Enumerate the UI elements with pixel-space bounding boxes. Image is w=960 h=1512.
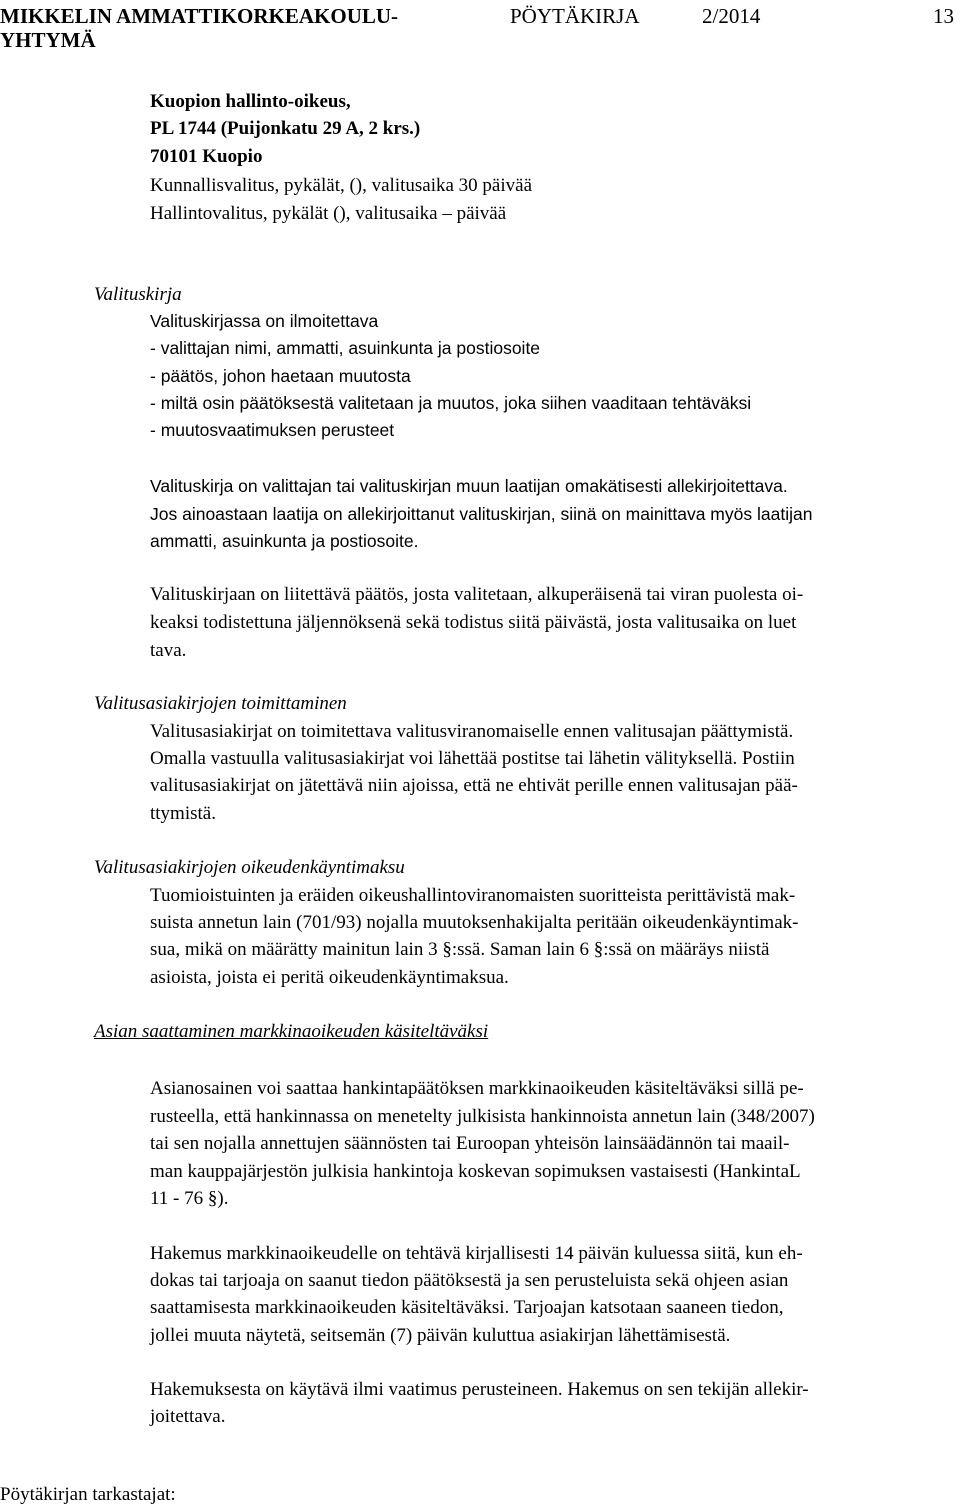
paragraph-line: saattamisesta markkinaoikeuden käsiteltäväksi. Tarjoajan katsotaan saaneen tiedon,: [150, 1297, 784, 1318]
list-item: Valituskirjassa on ilmoitettava: [150, 311, 379, 331]
paragraph-line: valitusasiakirjat on jätettävä niin ajoissa, että ne ehtivät perille ennen valitusajan pää-: [150, 775, 798, 796]
address-line: Kuopion hallinto-oikeus,: [150, 91, 351, 112]
paragraph-line: Valituskirja on valittajan tai valituskirjan muun laatijan omakätisesti allekirjoitettava.: [150, 476, 788, 496]
paragraph-line: Valituskirjaan on liitettävä päätös, josta valitetaan, alkuperäisenä tai viran puolesta oi-: [150, 584, 804, 605]
paragraph-line: sua, mikä on määrätty mainitun lain 3 §:ssä. Saman lain 6 §:ssä on määräys niistä: [150, 939, 770, 960]
paragraph-line: jollei muuta näytetä, seitsemän (7) päivän kuluttua asiakirjan lähettämisestä.: [150, 1325, 731, 1346]
paragraph-line: asioista, joista ei peritä oikeudenkäyntimaksua.: [150, 967, 509, 988]
section-heading: Valituskirja: [94, 284, 182, 305]
paragraph-line: Valitusasiakirjat on toimitettava valitusviranomaiselle ennen valitusajan päättymistä.: [150, 721, 794, 742]
paragraph-line: suista annetun lain (701/93) nojalla muutoksenhakijalta peritään oikeudenkäyntimak-: [150, 912, 799, 933]
footer-reviewers-label: Pöytäkirjan tarkastajat:: [0, 1484, 176, 1505]
paragraph-line: rusteella, että hankinnassa on menetelty julkisista hankinnoista annetun lain (348/2007): [150, 1106, 815, 1127]
list-item: - valittajan nimi, ammatti, asuinkunta ja postiosoite: [150, 338, 541, 358]
paragraph-line: ammatti, asuinkunta ja postiosoite.: [150, 531, 419, 551]
paragraph-line: Jos ainoastaan laatija on allekirjoittanut valituskirjan, siinä on mainittava myös laatijan: [150, 504, 813, 524]
list-item: - päätös, johon haetaan muutosta: [150, 366, 411, 386]
paragraph-line: Asianosainen voi saattaa hankintapäätöksen markkinaoikeuden käsiteltäväksi sillä pe-: [150, 1078, 804, 1099]
paragraph-line: dokas tai tarjoaja on saanut tiedon päätöksestä ja sen perusteluista sekä ohjeen asian: [150, 1270, 789, 1291]
paragraph-line: man kauppajärjestön julkisia hankintoja koskevan sopimuksen vastaisesti (HankintaL: [150, 1161, 801, 1182]
paragraph-line: tava.: [150, 640, 187, 661]
paragraph-line: joitettava.: [150, 1406, 226, 1427]
section-heading: Valitusasiakirjojen toimittaminen: [94, 693, 347, 714]
paragraph-line: Omalla vastuulla valitusasiakirjat voi lähettää postitse tai lähetin välityksellä. Postiin: [150, 748, 795, 769]
appeal-time-line: Hallintovalitus, pykälät (), valitusaika – päivää: [150, 203, 507, 224]
page-number: 13: [933, 4, 954, 28]
paragraph-line: keaksi todistettuna jäljennöksenä sekä todistus siitä päivästä, josta valitusaika on luet: [150, 612, 797, 633]
address-line: PL 1744 (Puijonkatu 29 A, 2 krs.): [150, 118, 421, 139]
appeal-time-line: Kunnallisvalitus, pykälät, (), valitusaika 30 päivää: [150, 175, 533, 196]
list-item: - miltä osin päätöksestä valitetaan ja muutos, joka siihen vaaditaan tehtäväksi: [150, 393, 752, 413]
address-line: 70101 Kuopio: [150, 146, 263, 167]
section-heading: Asian saattaminen markkinaoikeuden käsiteltäväksi: [94, 1021, 489, 1042]
document-number: 2/2014: [702, 4, 761, 28]
section-heading: Valitusasiakirjojen oikeudenkäyntimaksu: [94, 857, 405, 878]
paragraph-line: ttymistä.: [150, 803, 216, 824]
list-item: - muutosvaatimuksen perusteet: [150, 420, 395, 440]
organization-name: MIKKELIN AMMATTIKORKEAKOULU- YHTYMÄ: [0, 4, 399, 52]
paragraph-line: Tuomioistuinten ja eräiden oikeushallintoviranomaisten suoritteista perittävistä mak-: [150, 885, 796, 906]
paragraph-line: Hakemuksesta on käytävä ilmi vaatimus perusteineen. Hakemus on sen tekijän allekir-: [150, 1379, 809, 1400]
paragraph-line: Hakemus markkinaoikeudelle on tehtävä kirjallisesti 14 päivän kuluessa siitä, kun eh-: [150, 1243, 803, 1264]
paragraph-line: 11 - 76 §).: [150, 1188, 229, 1209]
paragraph-line: tai sen nojalla annettujen säännösten tai Euroopan yhteisön lainsäädännön tai maail-: [150, 1133, 790, 1154]
document-type: PÖYTÄKIRJA: [510, 4, 640, 28]
